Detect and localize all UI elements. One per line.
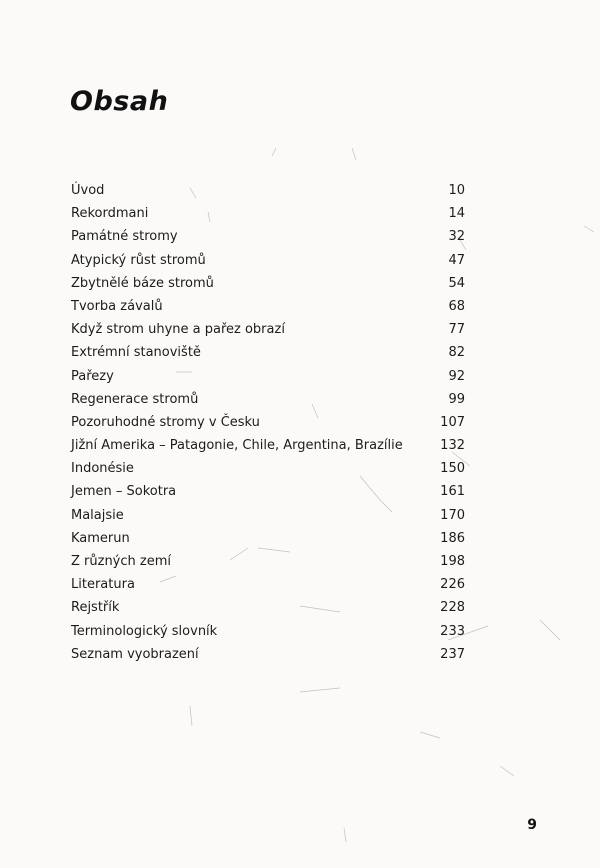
toc-entry-page-number: 132 [440,438,465,454]
toc-entry-title: Památné stromy [71,229,178,245]
toc-entry [71,550,465,573]
toc-entry [71,596,465,619]
toc-entry-page-number: 47 [448,252,465,268]
toc-entry [71,411,465,434]
toc-entry-page-number: 10 [448,183,465,198]
toc-entry-page-number: 228 [440,600,465,616]
toc-entry [71,365,465,388]
toc-entry-title: Regenerace stromů [71,391,199,407]
toc-entry-title: Jižní Amerika – Patagonie, Chile, Argentina, Brazílie [71,438,403,454]
toc-entry [71,504,465,527]
page-title: Obsah [70,86,169,117]
table-of-contents [71,179,465,666]
toc-entry-page-number: 186 [440,530,465,546]
toc-entry-title: Terminologický slovník [71,623,218,639]
toc-entry-page-number: 107 [440,414,465,430]
toc-entry-page-number: 170 [440,507,465,523]
toc-entry [71,295,465,318]
toc-entry [71,480,465,503]
toc-entry [71,643,465,666]
toc-entry-page-number: 77 [448,322,465,338]
toc-entry-page-number: 150 [440,461,465,477]
toc-entry-title: Indonésie [71,461,134,477]
toc-entry [71,341,465,364]
toc-entry-title: Z různých zemí [71,554,171,569]
toc-entry [71,249,465,272]
toc-entry-title: Kamerun [71,530,130,546]
folio-page-number: 9 [527,817,537,833]
toc-entry [71,179,465,202]
toc-entry [71,434,465,457]
toc-entry-page-number: 14 [448,206,465,222]
toc-entry-page-number: 226 [440,577,465,593]
toc-entry-title: Rejstřík [71,600,120,616]
toc-entry-title: Seznam vyobrazení [71,646,199,662]
toc-entry-page-number: 54 [448,275,465,291]
toc-entry [71,318,465,341]
toc-entry-page-number: 82 [448,345,465,361]
toc-entry-page-number: 198 [440,554,465,569]
toc-entry-page-number: 92 [448,368,465,384]
toc-entry-title: Tvorba závalů [71,298,163,314]
toc-entry [71,527,465,550]
toc-entry [71,457,465,480]
toc-entry-page-number: 68 [448,298,465,314]
toc-entry-title: Pařezy [71,368,114,384]
toc-entry-page-number: 32 [448,229,465,245]
toc-entry [71,225,465,248]
toc-entry-title: Zbytnělé báze stromů [71,275,214,291]
toc-entry-title: Pozoruhodné stromy v Česku [71,414,260,430]
toc-entry-page-number: 99 [448,391,465,407]
toc-entry-title: Literatura [71,577,135,593]
toc-entry [71,202,465,225]
toc-entry [71,573,465,596]
toc-entry [71,388,465,411]
toc-entry-title: Jemen – Sokotra [71,484,177,500]
toc-entry-title: Atypický růst stromů [71,252,206,268]
toc-entry [71,272,465,295]
toc-entry-title: Malajsie [71,507,124,523]
toc-entry-page-number: 161 [440,484,465,500]
toc-entry-page-number: 233 [440,623,465,639]
toc-entry-title: Úvod [71,183,105,198]
toc-entry-page-number: 237 [440,646,465,662]
toc-entry-title: Když strom uhyne a pařez obrazí [71,322,285,338]
toc-entry-title: Extrémní stanoviště [71,345,201,361]
toc-entry-title: Rekordmani [71,206,149,222]
toc-entry [71,620,465,643]
